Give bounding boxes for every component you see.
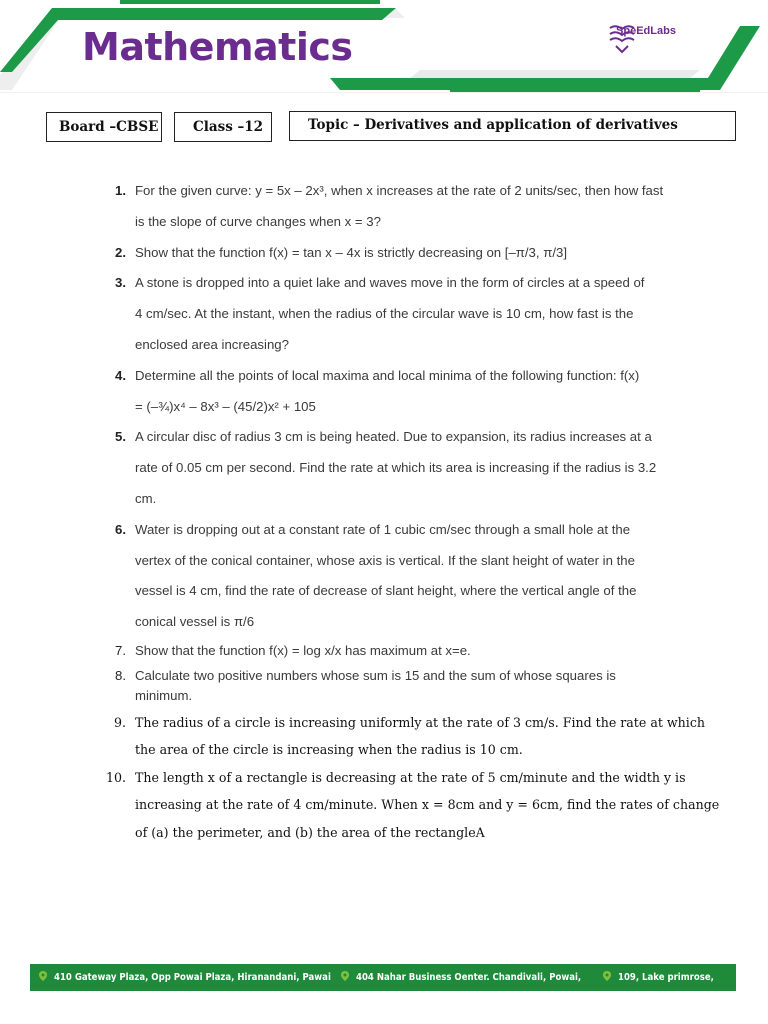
question-text-line: 4 cm/sec. At the instant, when the radius of the circular wave is 10 cm, how fast is the bbox=[135, 306, 634, 322]
header-banner bbox=[0, 0, 768, 95]
question-number: 8. bbox=[115, 667, 126, 683]
question-text-line: A stone is dropped into a quiet lake and waves move in the form of circles at a speed of bbox=[135, 275, 645, 291]
question-item bbox=[100, 422, 730, 514]
question-item bbox=[100, 666, 730, 706]
question-text-line: A circular disc of radius 3 cm is being heated. Due to expansion, its radius increases at a bbox=[135, 429, 652, 445]
question-number: 4. bbox=[115, 367, 126, 383]
question-text-line: Show that the function f(x) = tan x – 4x is strictly decreasing on [–π/3, π/3] bbox=[135, 244, 567, 260]
question-text-line: conical vessel is π/6 bbox=[135, 614, 255, 630]
question-text-line: Calculate two positive numbers whose sum is 15 and the sum of whose squares is bbox=[135, 667, 616, 683]
open-book-icon bbox=[606, 24, 638, 54]
topic-label: Topic – Derivatives and application of derivatives bbox=[289, 111, 736, 141]
question-item bbox=[100, 361, 730, 423]
address-item bbox=[340, 964, 581, 991]
question-number: 1. bbox=[115, 183, 126, 198]
location-pin-icon bbox=[38, 971, 48, 981]
board-label: Board –CBSE bbox=[46, 112, 162, 142]
question-list bbox=[100, 176, 730, 846]
brand-name: SpeEdLabs bbox=[616, 25, 676, 37]
address-text: 404 Nahar Business Oenter. Chandivali, Powai, bbox=[356, 972, 582, 983]
question-number: 9. bbox=[113, 714, 126, 730]
question-number: 2. bbox=[115, 244, 126, 260]
question-item bbox=[100, 709, 730, 764]
question-text-line: enclosed area increasing? bbox=[135, 336, 289, 352]
footer-address-bar bbox=[30, 964, 736, 991]
question-item bbox=[100, 515, 730, 638]
question-item bbox=[100, 764, 730, 847]
question-text-line: For the given curve: y = 5x – 2x³, when x increases at the rate of 2 units/sec, then how fast bbox=[135, 183, 664, 198]
question-text-line: rate of 0.05 cm per second. Find the rate at which its area is increasing if the radius is 3.2 bbox=[135, 460, 657, 476]
question-number: 3. bbox=[115, 275, 126, 291]
question-text-line: of (a) the perimeter, and (b) the area of the rectangleA bbox=[135, 824, 485, 840]
question-text-line: = (–¾)x⁴ – 8x³ – (45/2)x² + 105 bbox=[135, 398, 316, 414]
address-text: 410 Gateway Plaza, Opp Powai Plaza, Hiranandani, Pawai bbox=[54, 972, 331, 983]
address-text: 109, Lake primrose, bbox=[618, 972, 714, 983]
question-item bbox=[100, 176, 730, 238]
question-text-line: is the slope of curve changes when x = 3? bbox=[135, 213, 381, 229]
question-item bbox=[100, 268, 730, 360]
question-text-line: Determine all the points of local maxima and local minima of the following function: f(x) bbox=[135, 367, 640, 383]
question-text-line: the area of the circle is increasing when the radius is 10 cm. bbox=[135, 742, 523, 758]
address-item bbox=[602, 964, 714, 991]
question-text-line: Water is dropping out at a constant rate of 1 cubic cm/sec through a small hole at the bbox=[135, 521, 631, 537]
question-item bbox=[100, 641, 730, 661]
page-title: Mathematics bbox=[82, 25, 353, 69]
question-number: 5. bbox=[115, 429, 126, 445]
address-item bbox=[38, 964, 331, 991]
brand-logo bbox=[606, 24, 686, 72]
question-text-line: Show that the function f(x) = log x/x has maximum at x=e. bbox=[135, 642, 471, 658]
question-text-line: The radius of a circle is increasing uniformly at the rate of 3 cm/s. Find the rate at which bbox=[135, 714, 705, 730]
question-text-line: cm. bbox=[135, 490, 157, 506]
location-pin-icon bbox=[340, 971, 350, 981]
question-text-line: vessel is 4 cm, find the rate of decrease of slant height, where the vertical angle of the bbox=[135, 583, 637, 599]
question-text-line: minimum. bbox=[135, 687, 193, 703]
location-pin-icon bbox=[602, 971, 612, 981]
class-label: Class –12 bbox=[174, 112, 272, 142]
question-item bbox=[100, 238, 730, 269]
question-number: 7. bbox=[115, 642, 126, 658]
question-number: 6. bbox=[115, 521, 126, 537]
question-text-line: increasing at the rate of 4 cm/minute. When x = 8cm and y = 6cm, find the rates of change bbox=[135, 797, 720, 813]
question-number: 10. bbox=[105, 769, 126, 785]
question-text-line: vertex of the conical container, whose axis is vertical. If the slant height of water in the bbox=[135, 552, 635, 568]
question-text-line: The length x of a rectangle is decreasing at the rate of 5 cm/minute and the width y is bbox=[135, 769, 686, 785]
